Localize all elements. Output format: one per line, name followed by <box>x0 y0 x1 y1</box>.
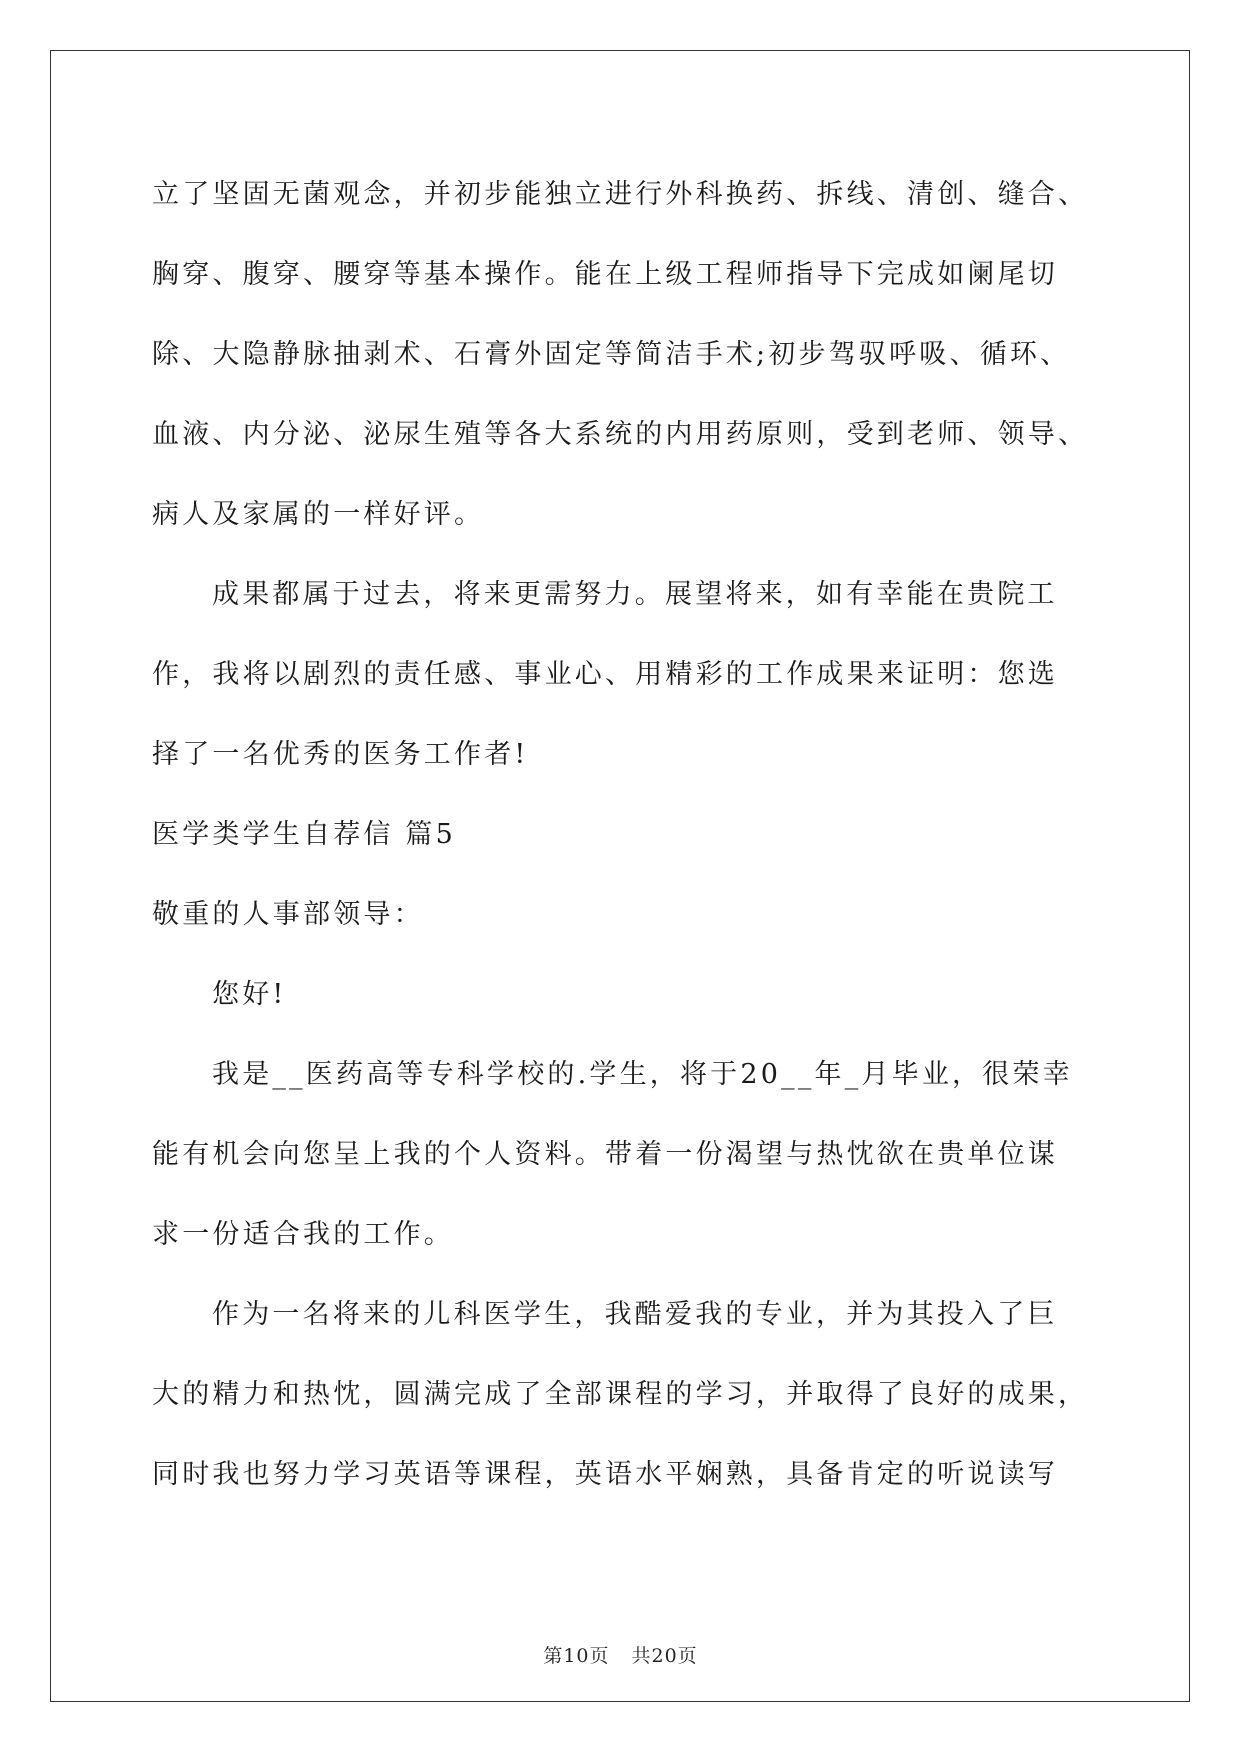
greeting: 您好! <box>212 979 287 1010</box>
paragraph-line: 病人及家属的一样好评。 <box>152 499 485 530</box>
page-border <box>50 50 1190 1702</box>
paragraph-line: 血液、内分泌、泌尿生殖等各大系统的内用药原则，受到老师、领导、 <box>152 419 1089 450</box>
paragraph-line: 立了坚固无菌观念，并初步能独立进行外科换药、拆线、清创、缝合、 <box>152 179 1089 210</box>
salutation: 敬重的人事部领导： <box>152 899 424 930</box>
page-footer <box>0 1644 1241 1668</box>
paragraph-line: 求一份适合我的工作。 <box>152 1219 454 1250</box>
paragraph-line: 成果都属于过去，将来更需努力。展望将来，如有幸能在贵院工 <box>212 579 1058 610</box>
paragraph-line: 能有机会向您呈上我的个人资料。带着一份渴望与热忱欲在贵单位谋 <box>152 1139 1058 1170</box>
paragraph-line: 择了一名优秀的医务工作者! <box>152 739 529 770</box>
paragraph-line: 同时我也努力学习英语等课程，英语水平娴熟，具备肯定的听说读写 <box>152 1459 1058 1490</box>
paragraph-line: 作，我将以剧烈的责任感、事业心、用精彩的工作成果来证明：您选 <box>152 659 1058 690</box>
paragraph-line: 除、大隐静脉抽剥术、石膏外固定等简洁手术;初步驾驭呼吸、循环、 <box>152 339 1071 370</box>
paragraph-line: 胸穿、腹穿、腰穿等基本操作。能在上级工程师指导下完成如阑尾切 <box>152 259 1058 290</box>
paragraph-line: 我是__医药高等专科学校的.学生，将于20__年_月毕业，很荣幸 <box>212 1059 1073 1090</box>
page-number: 第10页 <box>543 1645 610 1667</box>
section-heading: 医学类学生自荐信 篇5 <box>152 819 456 850</box>
paragraph-line: 作为一名将来的儿科医学生，我酷爱我的专业，并为其投入了巨 <box>212 1299 1058 1330</box>
paragraph-line: 大的精力和热忱，圆满完成了全部课程的学习，并取得了良好的成果， <box>152 1379 1089 1410</box>
page-total: 共20页 <box>631 1645 698 1667</box>
